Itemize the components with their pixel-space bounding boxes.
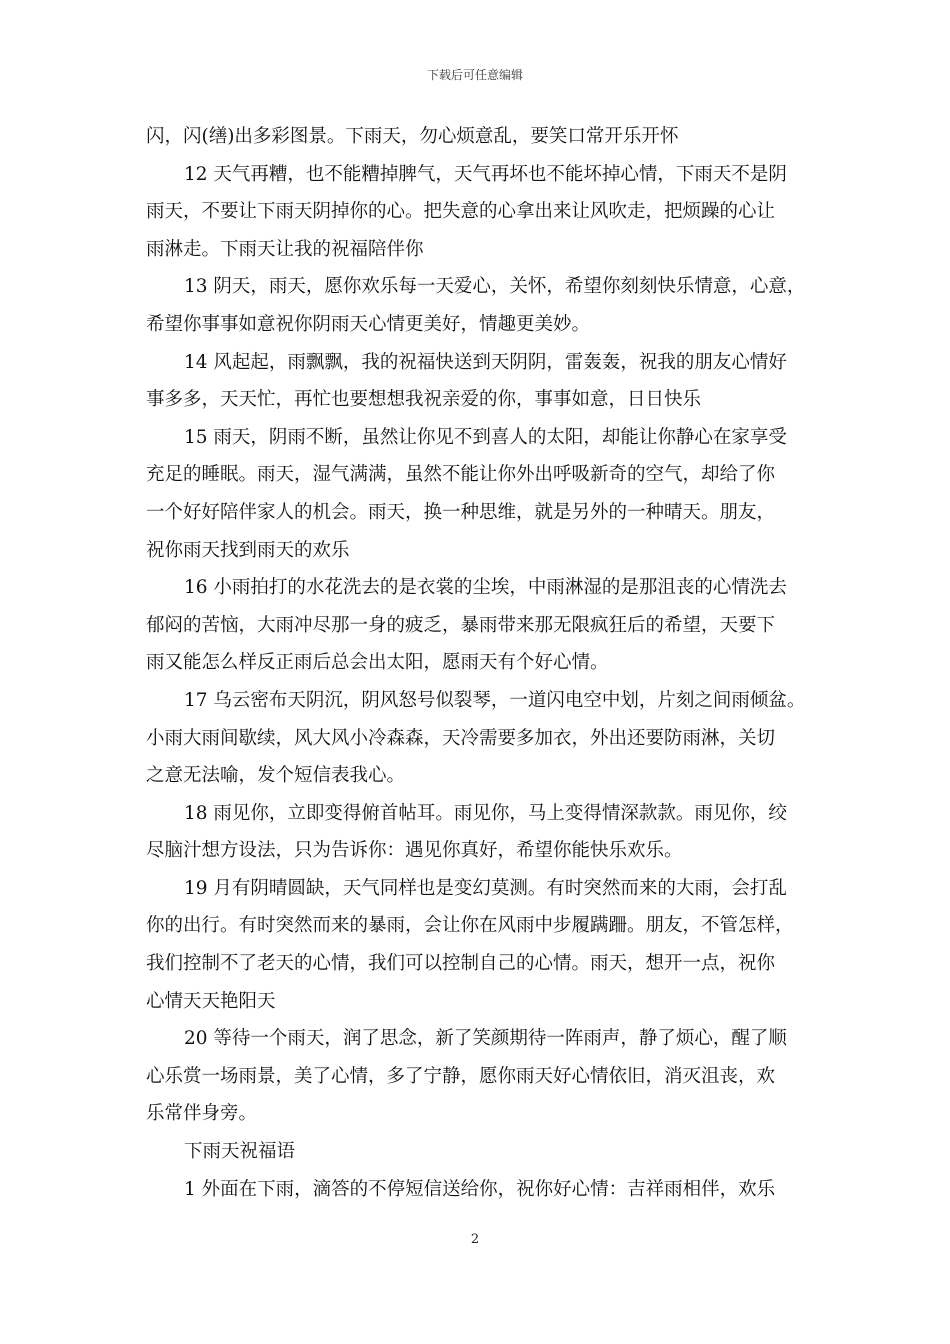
- text-line: 雨淋走。下雨天让我的祝福陪伴你: [146, 238, 424, 260]
- text-line: 12 天气再糟，也不能糟掉脾气，天气再坏也不能坏掉心情，下雨天不是阴: [184, 163, 787, 185]
- page-number: 2: [470, 1232, 480, 1247]
- text-line: 16 小雨拍打的水花洗去的是衣裳的尘埃，中雨淋湿的是那沮丧的心情洗去: [184, 577, 787, 599]
- text-line: 郁闷的苦恼，大雨冲尽那一身的疲乏，暴雨带来那无限疯狂后的希望，天要下: [146, 614, 776, 636]
- text-line: 之意无法喻，发个短信表我心。: [146, 765, 406, 787]
- text-line: 17 乌云密布天阴沉，阴风怒号似裂琴，一道闪电空中划，片刻之间雨倾盆。: [184, 689, 806, 711]
- text-line: 雨天，不要让下雨天阴掉你的心。把失意的心拿出来让风吹走，把烦躁的心让: [146, 201, 776, 223]
- text-line: 闪，闪(缮)出多彩图景。下雨天，勿心烦意乱，要笑口常开乐开怀: [146, 126, 679, 147]
- text-line: 小雨大雨间歇续，风大风小冷森森，天冷需要多加衣，外出还要防雨淋，关切: [146, 727, 776, 749]
- text-line: 你的出行。有时突然而来的暴雨，会让你在风雨中步履蹒跚。朋友，不管怎样，: [146, 915, 794, 937]
- text-line: 下雨天祝福语: [184, 1141, 296, 1163]
- text-line: 我们控制不了老天的心情，我们可以控制自己的心情。雨天，想开一点，祝你: [146, 953, 776, 975]
- text-line: 15 雨天，阴雨不断，虽然让你见不到喜人的太阳，却能让你静心在家享受: [184, 426, 787, 448]
- text-line: 1 外面在下雨，滴答的不停短信送给你，祝你好心情：吉祥雨相伴，欢乐: [184, 1178, 776, 1200]
- text-line: 雨又能怎么样反正雨后总会出太阳，愿雨天有个好心情。: [146, 652, 609, 674]
- text-line: 一个好好陪伴家人的机会。雨天，换一种思维，就是另外的一种晴天。朋友，: [146, 501, 776, 523]
- text-line: 事多多，天天忙，再忙也要想想我祝亲爱的你，事事如意，日日快乐: [146, 389, 702, 411]
- page-header: 下载后可任意编辑: [426, 68, 523, 82]
- text-line: 20 等待一个雨天，润了思念，新了笑颜期待一阵雨声，静了烦心，醒了顺: [184, 1028, 787, 1050]
- text-line: 18 雨见你，立即变得俯首帖耳。雨见你，马上变得情深款款。雨见你，绞: [184, 802, 787, 824]
- text-line: 祝你雨天找到雨天的欢乐: [146, 539, 350, 561]
- text-line: 乐常伴身旁。: [146, 1103, 258, 1125]
- text-line: 充足的睡眠。雨天，湿气满满，虽然不能让你外出呼吸新奇的空气，却给了你: [146, 464, 776, 486]
- text-line: 13 阴天，雨天，愿你欢乐每一天爱心，关怀，希望你刻刻快乐情意，心意，: [184, 276, 806, 298]
- text-line: 心乐赏一场雨景，美了心情，多了宁静，愿你雨天好心情依旧，消灭沮丧，欢: [146, 1065, 776, 1087]
- text-line: 14 风起起，雨飘飘，我的祝福快送到天阴阴，雷轰轰，祝我的朋友心情好: [184, 351, 787, 373]
- document-body: [146, 118, 814, 1208]
- text-line: 尽脑汁想方设法，只为告诉你：遇见你真好，希望你能快乐欢乐。: [146, 840, 683, 862]
- text-line: 心情天天艳阳天: [146, 990, 276, 1012]
- text-line: 19 月有阴晴圆缺，天气同样也是变幻莫测。有时突然而来的大雨，会打乱: [184, 877, 787, 899]
- text-line: 希望你事事如意祝你阴雨天心情更美好，情趣更美妙。: [146, 313, 591, 335]
